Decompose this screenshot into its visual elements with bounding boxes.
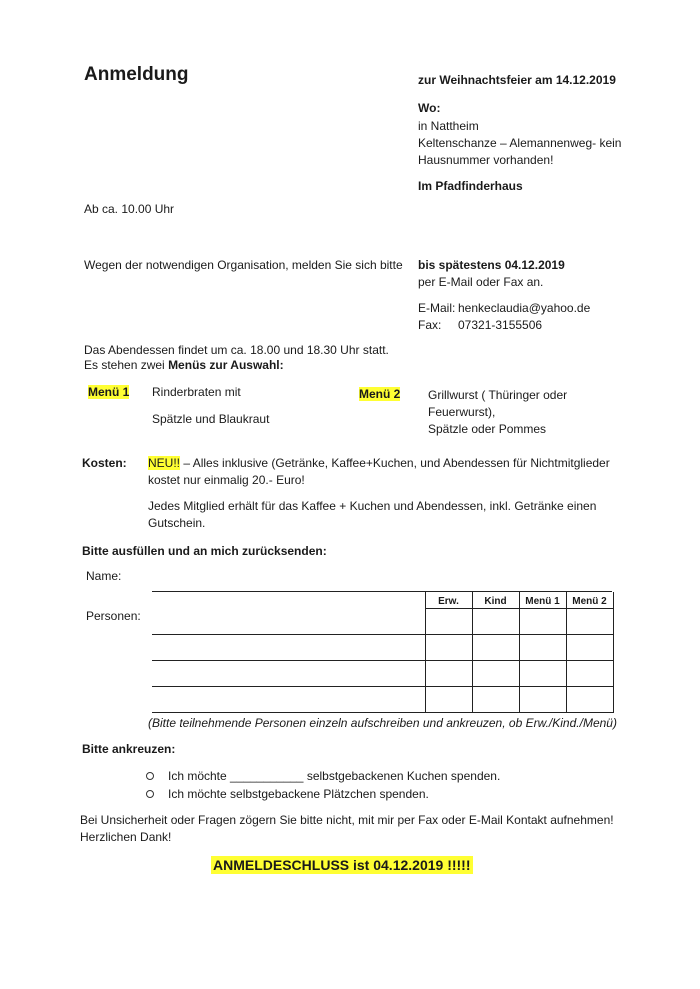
table-divider bbox=[472, 592, 473, 713]
table-divider bbox=[566, 592, 567, 713]
table-divider bbox=[613, 592, 614, 713]
checkbox-heading: Bitte ankreuzen: bbox=[82, 742, 176, 756]
table-divider bbox=[519, 592, 520, 713]
member-line2: Gutschein. bbox=[148, 516, 206, 530]
fax-value: 07321-3155506 bbox=[458, 318, 543, 332]
cake-option-circle[interactable] bbox=[146, 772, 154, 780]
thanks-line: Herzlichen Dank! bbox=[80, 830, 172, 844]
column-header-kind: Kind bbox=[484, 596, 507, 607]
member-line1: Jedes Mitglied erhält für das Kaffee + Kuchen und Abendessen, inkl. Getränke einen bbox=[148, 499, 597, 513]
costs-line1 bbox=[148, 456, 610, 470]
event-title: zur Weihnachtsfeier am 14.12.2019 bbox=[418, 73, 616, 87]
menu1-label: Menü 1 bbox=[88, 385, 130, 399]
cookies-option: Ich möchte selbstgebackene Plätzchen spenden. bbox=[168, 787, 429, 801]
costs-line2: kostet nur einmalig 20.- Euro! bbox=[148, 473, 305, 487]
menu-intro-bold: Menüs zur Auswahl: bbox=[168, 358, 284, 372]
page-title: Anmeldung bbox=[84, 64, 189, 85]
costs-line1-rest: – Alles inklusive (Getränke, Kaffee+Kuchen, und Abendessen für Nichtmitglieder bbox=[180, 456, 610, 470]
deadline-banner: ANMELDESCHLUSS ist 04.12.2019 !!!!! bbox=[213, 857, 471, 873]
name-line[interactable] bbox=[152, 591, 612, 592]
name-label: Name: bbox=[86, 569, 122, 583]
menu2-label: Menü 2 bbox=[359, 387, 401, 401]
column-header-menu2: Menü 2 bbox=[572, 596, 607, 607]
costs-label: Kosten: bbox=[82, 456, 127, 470]
column-header-erw: Erw. bbox=[438, 596, 459, 607]
start-time: Ab ca. 10.00 Uhr bbox=[84, 202, 175, 216]
person-row-3[interactable] bbox=[152, 686, 613, 687]
person-row-2[interactable] bbox=[152, 660, 613, 661]
persons-label: Personen: bbox=[86, 609, 141, 623]
email-label: E-Mail: bbox=[418, 301, 456, 315]
form-heading: Bitte ausfüllen und an mich zurücksenden: bbox=[82, 544, 327, 558]
contact-line: Bei Unsicherheit oder Fragen zögern Sie bitte nicht, mit mir per Fax oder E-Mail Kontakt aufnehmen! bbox=[80, 813, 614, 827]
email-value: henkeclaudia@yahoo.de bbox=[458, 301, 591, 315]
registration-intro: Wegen der notwendigen Organisation, melden Sie sich bitte bbox=[84, 258, 403, 272]
menu2-line3: Spätzle oder Pommes bbox=[428, 422, 547, 436]
table-note: (Bitte teilnehmende Personen einzeln aufschreiben und ankreuzen, ob Erw./Kind./Menü) bbox=[148, 716, 617, 730]
dinner-time: Das Abendessen findet um ca. 18.00 und 18.30 Uhr statt. bbox=[84, 343, 389, 357]
cake-quantity-blank[interactable]: ___________ bbox=[230, 769, 304, 783]
menu2-line1: Grillwurst ( Thüringer oder bbox=[428, 388, 568, 402]
location-line2: Keltenschanze – Alemannenweg- kein bbox=[418, 136, 622, 150]
location-place: Im Pfadfinderhaus bbox=[418, 179, 523, 193]
cake-option bbox=[168, 769, 500, 783]
registration-via: per E-Mail oder Fax an. bbox=[418, 275, 544, 289]
registration-deadline: bis spätestens 04.12.2019 bbox=[418, 258, 565, 272]
cake-option-suffix: selbstgebackenen Kuchen spenden. bbox=[306, 769, 501, 783]
column-header-menu1: Menü 1 bbox=[525, 596, 560, 607]
location-line3: Hausnummer vorhanden! bbox=[418, 153, 554, 167]
new-badge: NEU!! bbox=[148, 456, 181, 470]
cake-option-prefix: Ich möchte bbox=[168, 769, 227, 783]
menu-intro-prefix: Es stehen zwei bbox=[84, 358, 165, 372]
cookies-option-circle[interactable] bbox=[146, 790, 154, 798]
fax-label: Fax: bbox=[418, 318, 442, 332]
menu-intro bbox=[84, 358, 284, 372]
location-label: Wo: bbox=[418, 101, 441, 115]
location-line1: in Nattheim bbox=[418, 119, 479, 133]
menu2-line2: Feuerwurst), bbox=[428, 405, 496, 419]
menu1-line2: Spätzle und Blaukraut bbox=[152, 412, 270, 426]
table-divider bbox=[425, 592, 426, 713]
person-row-1[interactable] bbox=[152, 634, 613, 635]
menu1-line1: Rinderbraten mit bbox=[152, 385, 241, 399]
person-row-4[interactable] bbox=[152, 712, 613, 713]
